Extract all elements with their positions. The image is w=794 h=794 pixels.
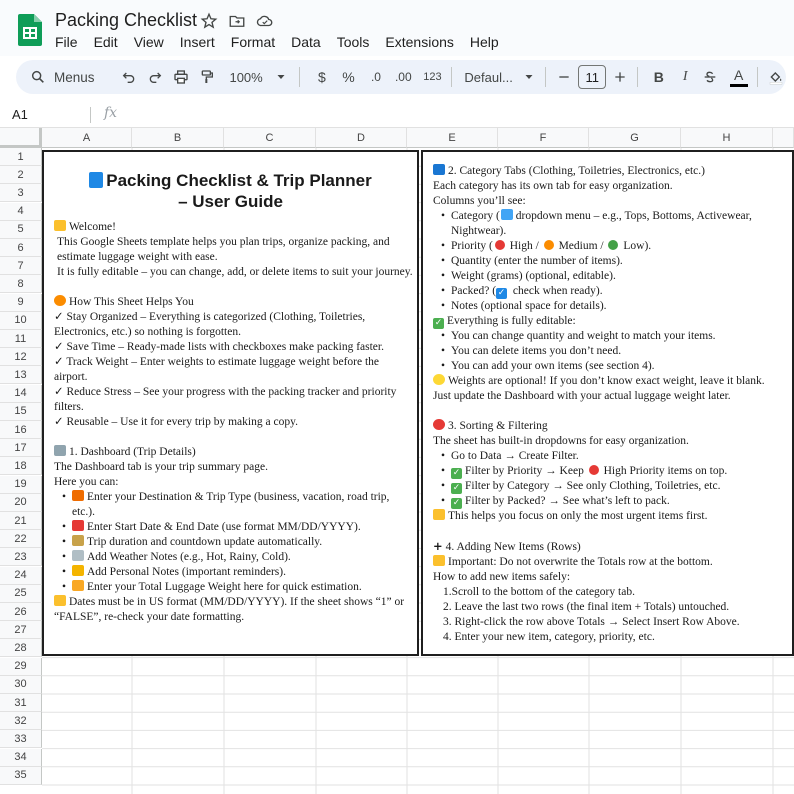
row-header[interactable]: 6 [0,239,42,257]
red-circle-icon [589,465,599,475]
increase-decimal-button[interactable] [393,63,413,91]
category-col-text: Category ( [451,210,500,222]
folder-icon [501,209,513,220]
adding-heading [433,539,784,555]
editable-item: • You can change quantity and weight to match your items. [433,329,784,344]
row-header[interactable]: 17 [0,439,42,457]
row-header[interactable]: 26 [0,603,42,621]
redo-icon [147,69,163,85]
priority-text: Priority ( [451,240,493,252]
zoom-select[interactable] [229,63,286,91]
row-header[interactable]: 8 [0,275,42,293]
guide-panel-left [42,150,419,656]
strikethrough-icon [702,69,718,85]
paint-bucket-icon [768,69,784,85]
dashboard-note-text: Dates must be in US format (MM/DD/YYYY). If the sheet shows “1” or “FALSE”, re-check your date formatting. [54,596,405,623]
calendar-icon [72,520,84,531]
checkbox-checked-icon: ✓ [497,288,506,298]
row-header[interactable]: 3 [0,184,42,202]
row-header[interactable]: 31 [0,694,42,712]
sheets-logo-icon[interactable] [18,14,42,46]
decrease-decimal-label: .0 [370,70,381,84]
check-mark-icon: ✓ [434,318,443,328]
spacer [433,524,784,539]
row-header[interactable]: 14 [0,385,42,403]
fx-icon: fx [104,105,118,121]
row-header[interactable]: 21 [0,512,42,530]
helps-item: ✓ Save Time – Ready-made lists with checkboxes make packing faster. [54,341,384,353]
decrease-decimal-button[interactable] [367,63,385,91]
row-header[interactable]: 27 [0,621,42,639]
category-col-notes: • Notes (optional space for details). [433,299,784,314]
row-header[interactable]: 34 [0,749,42,767]
sorting-item [433,464,784,479]
category-col-packed [433,284,784,299]
check-mark-icon: ✓ [452,468,461,478]
orange-circle-icon [544,240,554,250]
dashboard-desc: The Dashboard tab is your trip summary page. [54,461,268,473]
helps-item-text: Reduce Stress – See your progress with the packing tracker and priority filters. [54,386,397,413]
helps-item: ✓ Track Weight – Enter weights to estimate luggage weight before the airport. [54,356,380,383]
dashboard-item [54,535,407,550]
category-desc: Each category has its own tab for easy organization. [433,180,673,192]
editable-item: • You can add your own items (see section 4). [433,359,784,374]
adding-step: 2. Leave the last two rows (the final item + Totals) untouched. [443,601,730,613]
menu-bar [55,34,515,50]
editable-item: • You can delete items you don’t need. [433,344,784,359]
move-folder-icon[interactable] [228,12,246,30]
redo-button[interactable] [145,63,165,91]
toolbar-divider [545,67,546,87]
title-bar [0,0,794,56]
category-col-text: dropdown menu – e.g., Tops, Bottoms, Activewear, Nightwear). [451,210,752,237]
row-header[interactable]: 28 [0,639,42,657]
guide-panel-right [421,150,794,656]
check-mark-icon: ✓ [452,498,461,508]
sorting-item-text: Filter by Packed? → See what’s left to pack. [465,495,670,507]
helps-item-text: Reusable – Use it for every trip by making a copy. [66,416,298,428]
waving-hand-icon [54,220,66,231]
light-bulb-icon [433,374,445,385]
document-title[interactable]: Packing Checklist [55,10,198,30]
row-header[interactable]: 24 [0,567,42,585]
spacer [54,430,407,445]
sorting-item-text: High Priority items on top. [600,465,728,477]
menu-help[interactable]: Help [469,34,499,50]
red-circle-icon [495,240,505,250]
row-header[interactable]: 2 [0,166,42,184]
caret-down-icon [275,71,287,83]
pointing-hand-icon [54,595,66,606]
row-header[interactable]: 20 [0,494,42,512]
category-col-category [433,209,784,239]
weights-note-text: Weights are optional! If you don’t know exact weight, leave it blank. Just update the Dashboard with your actual luggage weight later. [433,375,765,402]
sorting-desc: The sheet has built-in dropdowns for easy organization. [433,435,689,447]
row-header[interactable]: 25 [0,585,42,603]
percent-format-button[interactable]: % [342,69,355,85]
column-header-g[interactable]: G [589,128,681,148]
menu-tools[interactable]: Tools [336,34,370,50]
toolbar-divider [451,67,452,87]
green-circle-icon [608,240,618,250]
intro-editable: It is fully editable – you can change, add, or delete items to suit your journey. [57,266,413,278]
minus-icon [556,69,572,85]
helps-item: ✓ Reusable – Use it for every trip by making a copy. [54,416,298,428]
column-header-f[interactable]: F [498,128,589,148]
row-header[interactable]: 22 [0,530,42,548]
blue-book-icon [89,172,103,188]
font-size-input[interactable]: 11 [578,65,606,89]
dashboard-item [54,580,407,595]
column-header-c[interactable]: C [224,128,316,148]
category-heading [433,164,784,179]
print-icon [173,69,189,85]
caret-down-icon [523,71,535,83]
helps-item-text: Save Time – Ready-made lists with checkboxes make packing faster. [66,341,384,353]
row-header[interactable]: 19 [0,476,42,494]
intro-paragraph: This Google Sheets template helps you plan trips, organize packing, and estimate luggage weight with ease. [57,236,390,263]
row-header[interactable]: 35 [0,767,42,785]
column-header-e[interactable]: E [407,128,498,148]
adding-heading-text: 4. Adding New Items (Rows) [445,541,581,553]
beach-umbrella-icon [72,490,84,501]
helps-item: ✓ Stay Organized – Everything is categorized (Clothing, Toiletries, Electronics, etc.) so nothing is forgotten. [54,311,366,338]
writing-hand-icon [72,565,84,576]
guide-title [54,170,407,212]
menus-label: Menus [54,69,95,85]
formula-divider [90,107,91,123]
priority-text: Medium / [555,240,607,252]
star-burst-icon [54,295,66,306]
row-header[interactable]: 1 [0,148,42,166]
row-header[interactable]: 10 [0,312,42,330]
calendar-card-icon [54,445,66,456]
column-header-partial[interactable] [773,128,794,148]
t-shirt-icon [433,164,445,175]
name-box[interactable]: A1 [12,107,28,122]
dashboard-item-text: Enter Start Date & End Date (use format MM/DD/YYYY). [87,521,361,533]
print-button[interactable] [171,63,191,91]
dashboard-item-text: Enter your Destination & Trip Type (business, vacation, road trip, etc.). [72,491,390,518]
row-header[interactable]: 33 [0,730,42,748]
dashboard-item [54,490,407,520]
sorting-note [433,509,784,524]
row-header[interactable]: 30 [0,676,42,694]
increase-font-size-button[interactable] [612,63,629,91]
row-header[interactable]: 13 [0,366,42,384]
increase-decimal-label: .00 [394,70,412,84]
paint-format-icon [199,69,215,85]
row-header[interactable]: 9 [0,294,42,312]
number-format-button[interactable]: 123 [423,71,442,83]
bold-button[interactable]: B [653,69,664,85]
weights-note [433,374,784,404]
column-header-b[interactable]: B [132,128,224,148]
adding-step: 3. Right-click the row above Totals → Select Insert Row Above. [443,616,740,628]
dashboard-item-text: Enter your Total Luggage Weight here for quick estimation. [87,581,362,593]
dashboard-note [54,595,407,625]
menu-data[interactable]: Data [291,34,321,50]
row-header[interactable]: 7 [0,257,42,275]
dashboard-item-text: Add Weather Notes (e.g., Hot, Rainy, Cold). [87,551,291,563]
spacer [54,280,407,295]
pointing-hand-icon [433,509,445,520]
menu-insert[interactable]: Insert [179,34,215,50]
adding-important [433,555,784,570]
category-col-quantity: • Quantity (enter the number of items). [433,254,784,269]
strikethrough-button[interactable] [700,63,720,91]
text-color-button[interactable] [729,63,749,91]
adding-step: 4. Enter your new item, category, priority, etc. [443,631,655,643]
row-header[interactable]: 32 [0,712,42,730]
toolbar [16,60,786,94]
zoom-value: 100% [229,69,263,85]
toolbar-divider [757,67,758,87]
spacer [433,404,784,419]
fill-color-button[interactable] [766,63,786,91]
target-icon [433,419,445,430]
sorting-note-text: This helps you focus on only the most urgent items first. [448,510,708,522]
row-header[interactable]: 16 [0,421,42,439]
row-header[interactable]: 15 [0,403,42,421]
category-columns: Columns you’ll see: [433,195,526,207]
search-icon [30,69,46,85]
menu-extensions[interactable]: Extensions [385,34,454,50]
sorting-item [433,494,784,509]
column-header-h[interactable]: H [681,128,773,148]
category-col-priority [433,239,784,254]
category-heading-text: 2. Category Tabs (Clothing, Toiletries, Electronics, etc.) [448,165,705,177]
priority-text: Low). [620,240,652,252]
text-color-label: A [734,66,744,83]
menu-format[interactable]: Format [230,34,276,50]
menu-edit[interactable]: Edit [93,34,118,50]
column-header-a[interactable]: A [42,128,132,148]
category-col-weight: • Weight (grams) (optional, editable). [433,269,784,284]
cloud-saved-icon[interactable] [256,12,274,30]
menu-view[interactable]: View [133,34,164,50]
toolbar-divider [637,67,638,87]
menu-file[interactable]: File [55,34,78,50]
undo-button[interactable] [119,63,139,91]
plus-icon [612,69,628,85]
sorting-item-text: Filter by Category → See only Clothing, Toiletries, etc. [465,480,721,492]
helps-heading [54,295,407,310]
packed-text: check when ready). [510,285,603,297]
sorting-heading-text: 3. Sorting & Filtering [448,420,548,432]
helps-item: ✓ Reduce Stress – See your progress with the packing tracker and priority filters. [54,386,397,413]
welcome-text: Welcome! [69,221,116,233]
guide-title-line2: – User Guide [178,192,283,211]
helps-item-text: Track Weight – Enter weights to estimate luggage weight before the airport. [54,356,380,383]
adding-important-text: Important: Do not overwrite the Totals row at the bottom. [448,556,713,568]
helps-heading-text: How This Sheet Helps You [69,296,194,308]
dashboard-item-text: Add Personal Notes (important reminders). [87,566,286,578]
adding-step: 1.Scroll to the bottom of the category tab. [443,586,635,598]
row-header[interactable]: 11 [0,330,42,348]
editable-heading-text: Everything is fully editable: [447,315,576,327]
toolbar-divider [299,67,300,87]
row-header[interactable]: 12 [0,348,42,366]
font-select[interactable] [464,63,534,91]
sorting-item: • Go to Data → Create Filter. [433,449,784,464]
guide-title-line1: Packing Checklist & Trip Planner [106,171,372,190]
packed-text: Packed? ( [451,285,497,297]
priority-text: High / [506,240,542,252]
select-all-corner[interactable] [0,128,42,148]
plus-icon: + [433,539,443,553]
dashboard-item [54,550,407,565]
paint-format-button[interactable] [197,63,217,91]
dashboard-item [54,565,407,580]
currency-format-button[interactable]: $ [318,69,326,85]
helps-item-text: Stay Organized – Everything is categorized (Clothing, Toiletries, Electronics, etc.) so nothing is forgotten. [54,311,366,338]
sorting-item [433,479,784,494]
row-header[interactable]: 18 [0,457,42,475]
title-actions [200,12,274,30]
italic-button[interactable]: I [682,69,688,84]
weather-cloud-icon [72,550,84,561]
sorting-item-text: Filter by Priority → Keep [465,465,587,477]
column-header-d[interactable]: D [316,128,407,148]
dashboard-heading [54,445,407,460]
welcome-heading [54,220,407,235]
menus-search-button[interactable] [30,63,95,91]
star-icon[interactable] [200,12,218,30]
text-color-swatch [730,84,748,87]
row-header[interactable]: 4 [0,203,42,221]
row-header[interactable]: 5 [0,221,42,239]
dashboard-item-text: Trip duration and countdown update automatically. [87,536,323,548]
undo-icon [121,69,137,85]
editable-heading [433,314,784,329]
dashboard-item [54,520,407,535]
row-header[interactable]: 23 [0,548,42,566]
decrease-font-size-button[interactable] [556,63,573,91]
dashboard-here: Here you can: [54,476,119,488]
dashboard-heading-text: 1. Dashboard (Trip Details) [69,446,196,458]
check-mark-icon: ✓ [452,483,461,493]
luggage-icon [72,580,84,591]
adding-how: How to add new items safely: [433,571,571,583]
row-header[interactable]: 29 [0,658,42,676]
sorting-heading [433,419,784,434]
font-value: Defaul... [464,69,513,85]
formula-bar [0,102,794,128]
hourglass-icon [72,535,84,546]
warning-icon [433,555,445,566]
